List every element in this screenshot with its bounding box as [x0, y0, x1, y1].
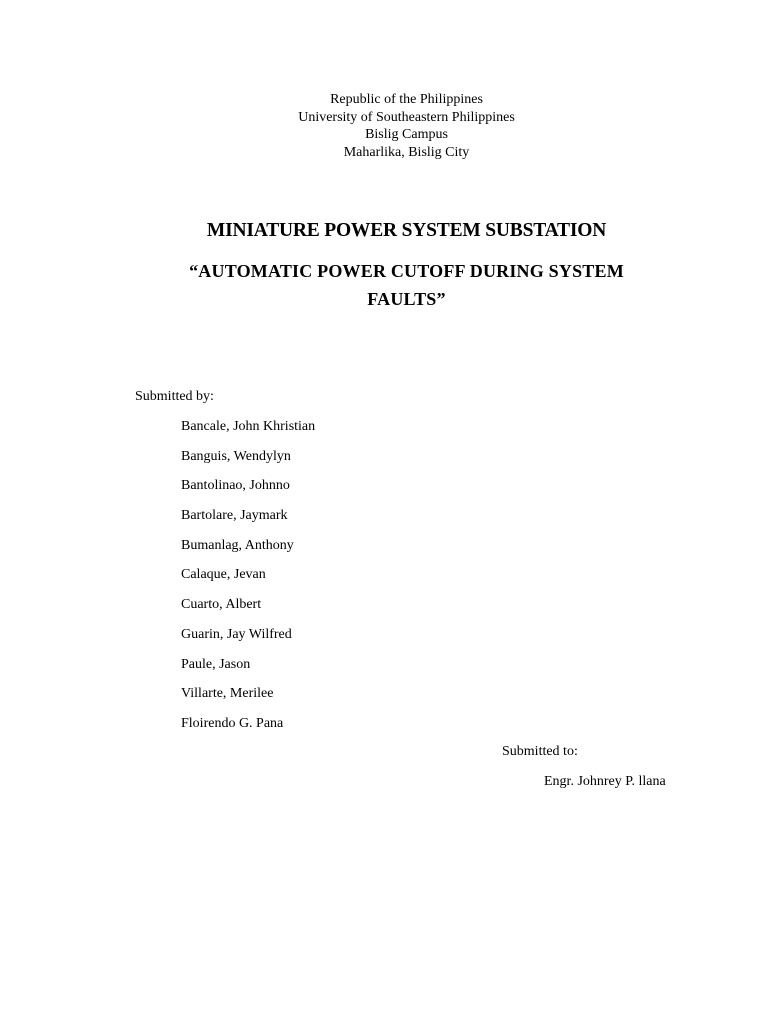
header-line-campus: Bislig Campus	[365, 127, 448, 143]
member-name: Bantolinao, Johnno	[181, 478, 290, 494]
document-subtitle	[0, 257, 768, 313]
member-list	[181, 418, 315, 745]
member-name: Bancale, John Khristian	[181, 419, 316, 434]
member-name: Cuarto, Albert	[181, 597, 262, 613]
member-name: Calaque, Jevan	[181, 567, 266, 583]
adviser-name: Engr. Johnrey P. llana	[544, 774, 666, 789]
member-name: Floirendo G. Pana	[181, 715, 284, 731]
header-line-address: Maharlika, Bislig City	[343, 145, 470, 161]
submitted-to-label: Submitted to:	[502, 744, 578, 759]
institution-header	[0, 91, 768, 162]
member-name: Guarin, Jay Wilfred	[181, 626, 292, 642]
subtitle-line-2: FAULTS”	[367, 289, 446, 309]
member-name: Bartolare, Jaymark	[181, 508, 288, 524]
subtitle-line-1: “AUTOMATIC POWER CUTOFF DURING SYSTEM	[189, 261, 624, 281]
header-line-country: Republic of the Philippines	[330, 92, 483, 107]
document-title: MINIATURE POWER SYSTEM SUBSTATION	[206, 220, 607, 241]
submitted-by-label: Submitted by:	[135, 389, 214, 404]
member-name: Banguis, Wendylyn	[181, 448, 291, 464]
member-name: Villarte, Merilee	[181, 686, 274, 702]
member-name: Paule, Jason	[181, 656, 251, 672]
member-name: Bumanlag, Anthony	[181, 537, 294, 553]
header-line-university: University of Southeastern Philippines	[298, 109, 515, 125]
